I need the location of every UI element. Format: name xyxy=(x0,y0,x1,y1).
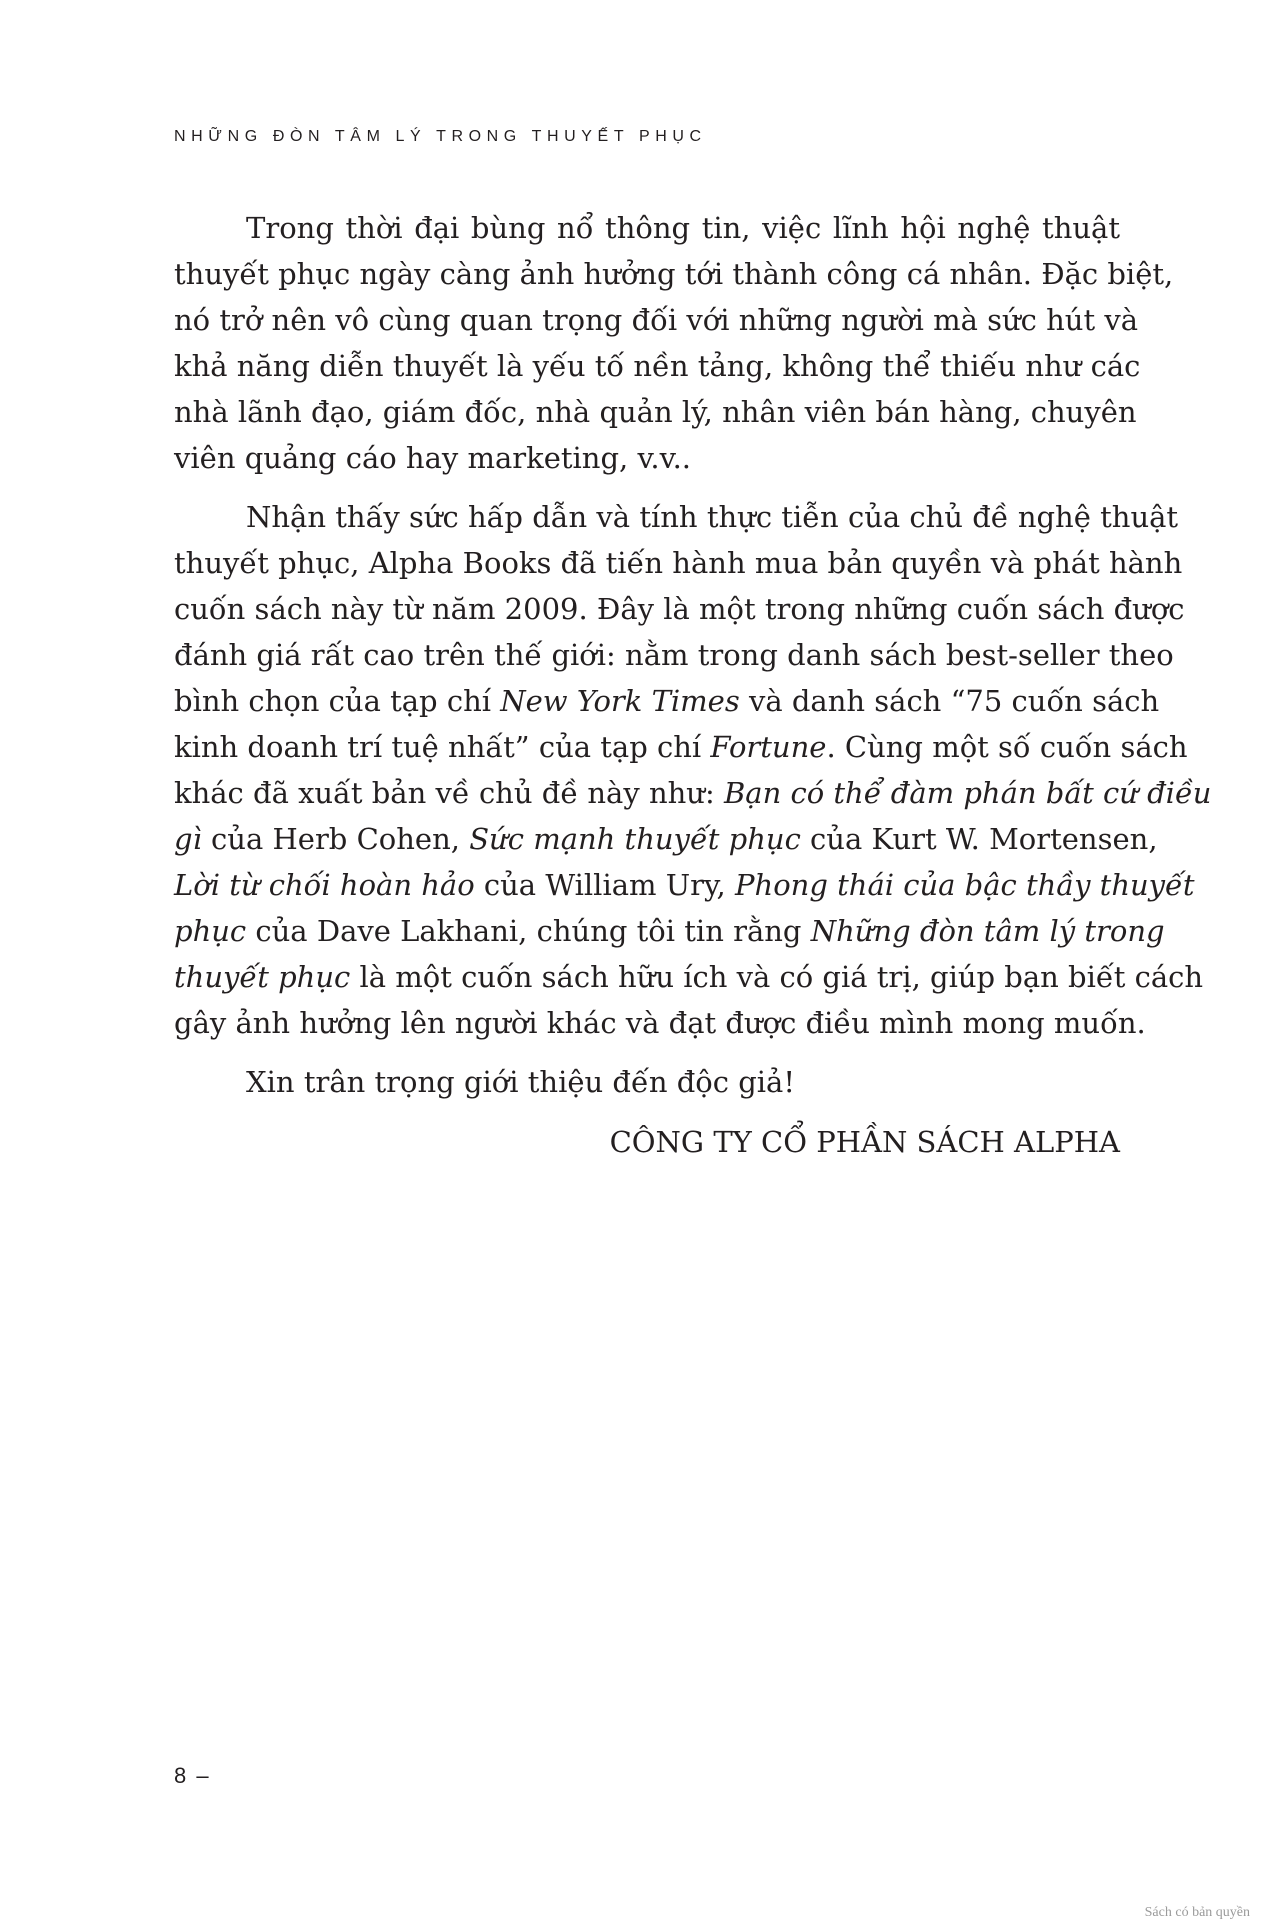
text-line xyxy=(174,770,1212,816)
text-run: bình chọn của tạp chí xyxy=(174,684,501,718)
text-line xyxy=(174,251,1174,297)
text-line xyxy=(174,632,1174,678)
page-number: 8 – xyxy=(174,1763,211,1788)
text-run: đánh giá rất cao trên thế giới: nằm trong danh sách best-seller theo xyxy=(174,638,1174,672)
paragraph xyxy=(174,1059,1120,1105)
paragraphs xyxy=(174,205,1212,1105)
text-run: Xin trân trọng giới thiệu đến độc giả! xyxy=(246,1065,795,1099)
body-text xyxy=(174,205,1212,1165)
italic-title-run: Những đòn tâm lý trong xyxy=(810,914,1165,948)
text-line xyxy=(174,1059,1120,1105)
paragraph-gap xyxy=(174,481,1120,494)
italic-title-run: gì xyxy=(174,822,202,856)
text-run: viên quảng cáo hay marketing, v.v.. xyxy=(174,441,692,475)
italic-title-run: Bạn có thể đàm phán bất cứ điều xyxy=(723,776,1212,810)
text-run: khác đã xuất bản về chủ đề này như: xyxy=(174,776,724,810)
text-line xyxy=(174,908,1165,954)
text-line xyxy=(174,540,1183,586)
running-header: NHỮNG ĐÒN TÂM LÝ TRONG THUYẾT PHỤC xyxy=(174,128,707,145)
text-line xyxy=(174,343,1141,389)
text-line xyxy=(174,1000,1146,1046)
text-line xyxy=(174,678,1160,724)
signature: CÔNG TY CỔ PHẦN SÁCH ALPHA xyxy=(609,1125,1120,1159)
italic-title-run: phục xyxy=(174,914,247,948)
text-run: nhà lãnh đạo, giám đốc, nhà quản lý, nhân viên bán hàng, chuyên xyxy=(174,395,1137,429)
text-line xyxy=(174,954,1204,1000)
italic-title-run: Phong thái của bậc thầy thuyết xyxy=(735,868,1195,902)
text-line xyxy=(174,389,1137,435)
text-run: và danh sách “75 cuốn sách xyxy=(739,684,1160,718)
text-run: của Herb Cohen, xyxy=(201,822,470,856)
text-line xyxy=(174,862,1195,908)
text-run: thuyết phục ngày càng ảnh hưởng tới thành công cá nhân. Đặc biệt, xyxy=(174,257,1174,291)
paragraph xyxy=(174,205,1174,481)
text-run: là một cuốn sách hữu ích và có giá trị, giúp bạn biết cách xyxy=(350,960,1204,994)
italic-title-run: Fortune xyxy=(710,730,827,764)
watermark: Sách có bản quyền xyxy=(1144,1905,1250,1920)
text-line xyxy=(174,586,1185,632)
text-line xyxy=(174,205,1120,251)
text-run: của Dave Lakhani, chúng tôi tin rằng xyxy=(246,914,811,948)
text-line xyxy=(174,297,1139,343)
text-run: khả năng diễn thuyết là yếu tố nền tảng, không thể thiếu như các xyxy=(174,349,1141,383)
text-run: kinh doanh trí tuệ nhất” của tạp chí xyxy=(174,730,711,764)
text-run: của William Ury, xyxy=(474,868,735,902)
text-line xyxy=(174,494,1179,540)
text-line xyxy=(174,435,1120,481)
italic-title-run: thuyết phục xyxy=(174,960,351,994)
italic-title-run: New York Times xyxy=(500,684,740,718)
text-run: . Cùng một số cuốn sách xyxy=(826,730,1188,764)
paragraph xyxy=(174,494,1212,1046)
text-run: Nhận thấy sức hấp dẫn và tính thực tiễn của chủ đề nghệ thuật xyxy=(246,500,1179,534)
text-run: của Kurt W. Mortensen, xyxy=(800,822,1158,856)
text-run: Trong thời đại bùng nổ thông tin, việc lĩnh hội nghệ thuật xyxy=(246,211,1120,245)
text-line xyxy=(174,724,1188,770)
text-run: gây ảnh hưởng lên người khác và đạt được điều mình mong muốn. xyxy=(174,1006,1146,1040)
text-run: thuyết phục, Alpha Books đã tiến hành mua bản quyền và phát hành xyxy=(174,546,1183,580)
paragraph-gap xyxy=(174,1046,1120,1059)
text-run: cuốn sách này từ năm 2009. Đây là một trong những cuốn sách được xyxy=(174,592,1185,626)
text-run: nó trở nên vô cùng quan trọng đối với những người mà sức hút và xyxy=(174,303,1139,337)
text-line xyxy=(174,816,1158,862)
italic-title-run: Lời từ chối hoàn hảo xyxy=(174,868,475,902)
italic-title-run: Sức mạnh thuyết phục xyxy=(469,822,801,856)
